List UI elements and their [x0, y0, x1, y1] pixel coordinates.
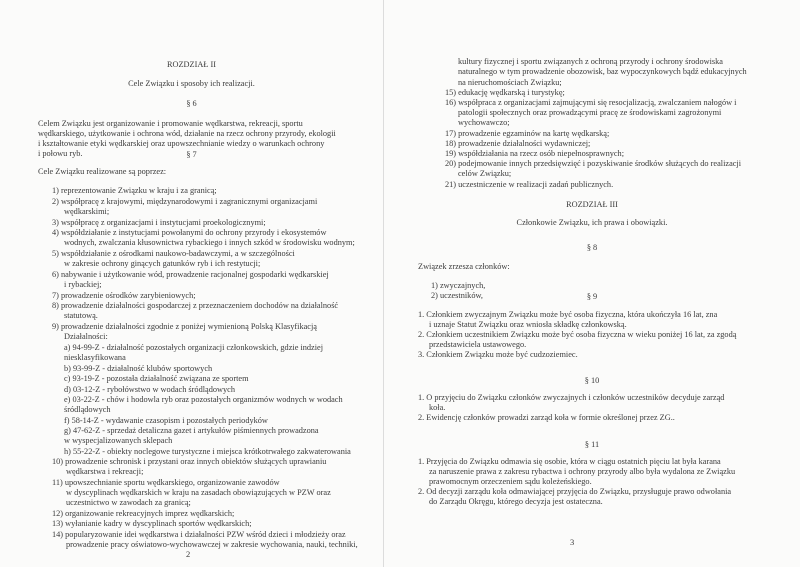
- list-item-line: wodnych, zwalczania kłusownictwa rybackiego i innych szkód w środowisku wodnym;: [64, 238, 355, 247]
- list-item-line: patologii społecznych oraz prowadzącymi pracę ze środowiskami zagrożonymi: [458, 108, 722, 117]
- list-item-line: 10) prowadzenie schronisk i przystani oraz innych obiektów służących uprawianiu: [52, 457, 327, 466]
- section-7-intro: Cele Związku realizowane są poprzez:: [38, 167, 167, 176]
- list-item-line: śródlądowych: [64, 405, 111, 414]
- chapter-heading: ROZDZIAŁ III: [566, 200, 618, 209]
- chapter-subtitle: Członkowie Związku, ich prawa i obowiązki.: [516, 218, 668, 227]
- chapter-heading: ROZDZIAŁ II: [166, 60, 217, 69]
- list-item-line: statutową.: [64, 311, 98, 320]
- list-item-line: d) 03-12-Z - rybołówstwo w wodach śródlądowych: [64, 385, 235, 394]
- list-item-line: h) 55-22-Z - obiekty noclegowe turystyczne i miejsca krótkotrwałego zakwaterowania: [64, 447, 351, 456]
- list-item-line: uczestnictwo w zawodach za granicą;: [66, 498, 191, 507]
- list-item-line: naturalnego w tym prowadzenie obozowisk, baz wypoczynkowych bądź edukacyjnych: [458, 67, 747, 76]
- list-item-line: f) 58-14-Z - wydawanie czasopism i pozostałych periodyków: [64, 416, 268, 425]
- list-item-line: 8) prowadzenie działalności gospodarczej z przeznaczeniem dochodów na działalność: [52, 301, 339, 310]
- section-11-line: 1. Przyjęcia do Związku odmawia się osobie, która w ciągu ostatnich pięciu lat była karana: [418, 457, 721, 466]
- list-item-line: prowadzenie pracy oświatowo-wychowawczej w zakresie wychowania, nauki, techniki,: [66, 540, 358, 549]
- list-item-line: w dyscyplinach wędkarskich w kraju na zasadach obowiązujących w PZW oraz: [66, 488, 331, 497]
- list-item-line: 3) współpracę z organizacjami i instytucjami proekologicznymi;: [52, 218, 266, 227]
- section-6-line: wędkarskiego, użytkowanie i ochrona wód, działanie na rzecz ochrony przyrody, ekologii: [38, 129, 336, 138]
- page-left: [0, 0, 384, 567]
- list-item-line: 6) nabywanie i użytkowanie wód, prowadzenie racjonalnej gospodarki wędkarskiej: [52, 270, 329, 279]
- section-9-line: i uznaje Statut Związku oraz wniosła składkę członkowską.: [429, 320, 627, 329]
- list-item-line: 18) prowadzenie działalności wydawniczej;: [445, 139, 591, 148]
- page-number: 2: [186, 549, 191, 559]
- list-item-line: niesklasyfikowana: [64, 353, 126, 362]
- list-item-line: a) 94-99-Z - działalność pozostałych organizacji członkowskich, gdzie indziej: [64, 343, 324, 352]
- list-item-line: wychowawczo;: [458, 118, 510, 127]
- list-item-line: 15) edukację wędkarską i turystykę;: [445, 88, 565, 97]
- list-item-line: 20) podejmowanie innych przedsięwzięć i pozyskiwanie środków służących do realizacji: [445, 159, 742, 168]
- list-item-line: kultury fizycznej i sportu związanych z ochroną przyrody i ochrony środowiska: [458, 57, 723, 66]
- list-item-line: 11) upowszechnianie sportu wędkarskiego, organizowanie zawodów: [52, 478, 280, 487]
- list-item-line: 19) współdziałania na rzecz osób niepełnosprawnych;: [445, 149, 625, 158]
- list-item-line: w wyspecjalizowanych sklepach: [64, 436, 173, 445]
- list-item-line: na nieruchomościach Związku;: [458, 78, 562, 87]
- section-9-title: § 9: [586, 292, 598, 301]
- list-item-line: 17) prowadzenie egzaminów na kartę wędkarską;: [445, 129, 610, 138]
- list-item-line: 1) reprezentowanie Związku w kraju i za granicą;: [52, 186, 217, 195]
- list-item-line: g) 47-62-Z - sprzedaż detaliczna gazet i artykułów piśmiennych prowadzona: [64, 426, 319, 435]
- section-6-line: i kształtowanie etyki wędkarskiej oraz upowszechnianie wiedzy o warunkach ochrony: [38, 139, 325, 148]
- section-9-line: przedstawiciela ustawowego.: [429, 340, 527, 349]
- section-11-title: § 11: [584, 440, 600, 449]
- list-item-line: 4) współdziałanie z instytucjami powołanymi do ochrony przyrody i ekosystemów: [52, 228, 327, 237]
- section-7-title: § 7: [186, 150, 197, 159]
- list-item-line: 16) współpraca z organizacjami zajmującymi się resocjalizacją, zwalczaniem nałogów i: [445, 98, 737, 107]
- list-item-line: 9) prowadzenie działalności zgodnie z poniżej wymienioną Polską Klasyfikacją: [52, 322, 317, 331]
- list-item-line: celów Związku;: [458, 169, 512, 178]
- list-item-line: w zakresie ochrony ginących gatunków ryb i ich restytucji;: [64, 259, 261, 268]
- list-item-line: e) 03-22-Z - chów i hodowla ryb oraz pozostałych organizmów wodnych w wodach: [64, 395, 343, 404]
- section-8-item: 1) zwyczajnych,: [431, 281, 486, 290]
- page-right: [384, 0, 800, 567]
- list-item-line: 12) organizowanie rekreacyjnych imprez wędkarskich;: [52, 509, 235, 518]
- list-item-line: 5) współdziałanie z ośrodkami naukowo-badawczymi, a w szczególności: [52, 249, 295, 258]
- list-item-line: b) 93-99-Z - działalność klubów sportowych: [64, 364, 213, 373]
- section-11-line: 2. Od decyzji zarządu koła odmawiającej przyjęcia do Związku, przysługuje prawo odwołania: [418, 487, 732, 496]
- section-9-line: 3. Członkiem Związku może być cudzoziemiec.: [418, 350, 578, 359]
- section-10-title: § 10: [584, 376, 600, 385]
- chapter-subtitle: Cele Związku i sposoby ich realizacji.: [128, 79, 255, 88]
- section-11-line: prawomocnym orzeczeniem sądu koleżeńskiego.: [429, 477, 592, 486]
- section-9-line: 1. Członkiem zwyczajnym Związku może być osoba fizyczna, która ukończyła 16 lat, zna: [418, 310, 718, 319]
- list-item-line: Działalności:: [64, 332, 108, 341]
- page-number: 3: [570, 537, 575, 547]
- list-item-line: wędkarstwa i rekreacji;: [66, 467, 144, 476]
- list-item-line: i rybackiej;: [64, 280, 102, 289]
- section-6-title: § 6: [186, 99, 197, 108]
- list-item-line: 2) współpracę z krajowymi, międzynarodowymi i zagranicznymi organizacjami: [52, 197, 318, 206]
- section-8-title: § 8: [586, 243, 598, 252]
- list-item-line: 14) popularyzowanie idei wędkarstwa i działalności PZW wśród dzieci i młodzieży oraz: [52, 530, 346, 539]
- list-item-line: c) 93-19-Z - pozostała działalność związana ze sportem: [64, 374, 249, 383]
- list-item-line: 7) prowadzenie ośrodków zarybieniowych;: [52, 291, 196, 300]
- section-10-line: 2. Ewidencję członków prowadzi zarząd koła w formie określonej przez ZG..: [418, 413, 675, 422]
- section-6-line: Celem Związku jest organizowanie i promowanie wędkarstwa, rekreacji, sportu: [38, 119, 303, 128]
- list-item-line: wędkarskimi;: [64, 207, 110, 216]
- list-item-line: 13) wyłanianie kadry w dyscyplinach sportów wędkarskich;: [52, 519, 252, 528]
- section-10-line: 1. O przyjęciu do Związku członków zwyczajnych i członków uczestników decyduje zarząd: [418, 393, 725, 402]
- section-9-line: 2. Członkiem uczestnikiem Związku może być osoba fizyczna w wieku poniżej 16 lat, za zgodą: [418, 330, 737, 339]
- section-6-line: i połowu ryb.: [38, 149, 83, 158]
- section-8-item: 2) uczestników,: [431, 291, 483, 300]
- section-10-line: koła.: [429, 403, 446, 412]
- section-11-line: do Zarządu Okręgu, którego decyzja jest ostateczna.: [429, 497, 603, 506]
- section-11-line: za naruszenie prawa z zakresu rybactwa i ochrony przyrody albo była wydalona ze Związku: [429, 467, 736, 476]
- list-item-line: 21) uczestniczenie w realizacji zadań publicznych.: [445, 180, 614, 189]
- section-8-intro: Związek zrzesza członków:: [418, 262, 510, 271]
